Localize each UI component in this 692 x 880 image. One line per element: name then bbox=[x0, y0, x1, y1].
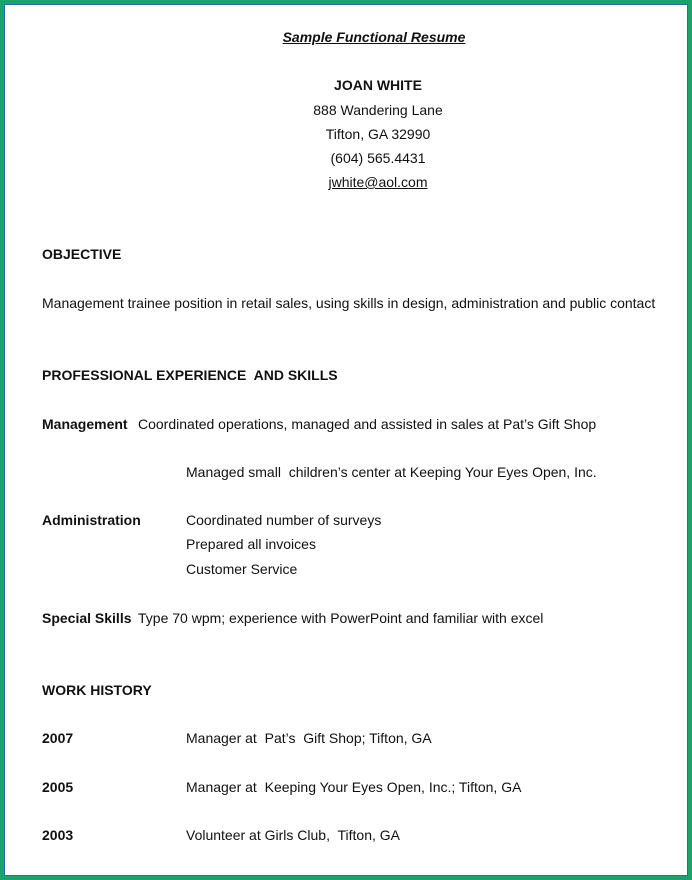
administration-item: Coordinated number of surveys bbox=[186, 512, 382, 528]
administration-label: Administration bbox=[42, 512, 141, 528]
objective-heading: OBJECTIVE bbox=[42, 246, 122, 262]
experience-heading: PROFESSIONAL EXPERIENCE AND SKILLS bbox=[42, 367, 338, 383]
administration-item: Prepared all invoices bbox=[186, 536, 316, 552]
work-history-year: 2007 bbox=[42, 730, 74, 746]
address-line: 888 Wandering Lane bbox=[313, 102, 443, 118]
work-history-description: Manager at Keeping Your Eyes Open, Inc.; Tifton, GA bbox=[186, 779, 522, 795]
work-history-year: 2003 bbox=[42, 827, 74, 843]
work-history-description: Volunteer at Girls Club, Tifton, GA bbox=[186, 827, 400, 843]
management-line-1: Coordinated operations, managed and assisted in sales at Pat’s Gift Shop bbox=[138, 416, 597, 432]
work-history-year: 2005 bbox=[42, 779, 74, 795]
objective-text: Management trainee position in retail sales, using skills in design, administration and public contact bbox=[42, 295, 656, 311]
special-skills-label: Special Skills bbox=[42, 610, 132, 626]
email-link[interactable]: jwhite@aol.com bbox=[328, 174, 428, 190]
administration-item: Customer Service bbox=[186, 561, 298, 577]
applicant-name: JOAN WHITE bbox=[334, 77, 422, 93]
resume-title: Sample Functional Resume bbox=[282, 29, 466, 45]
email-row bbox=[32, 174, 692, 190]
management-label: Management bbox=[42, 416, 128, 432]
phone-number: (604) 565.4431 bbox=[330, 150, 426, 166]
management-line-2: Managed small children’s center at Keeping Your Eyes Open, Inc. bbox=[186, 464, 597, 480]
city-line: Tifton, GA 32990 bbox=[325, 126, 431, 142]
work-history-description: Manager at Pat’s Gift Shop; Tifton, GA bbox=[186, 730, 432, 746]
work-history-heading: WORK HISTORY bbox=[42, 682, 152, 698]
special-skills-text: Type 70 wpm; experience with PowerPoint and familiar with excel bbox=[138, 610, 544, 626]
